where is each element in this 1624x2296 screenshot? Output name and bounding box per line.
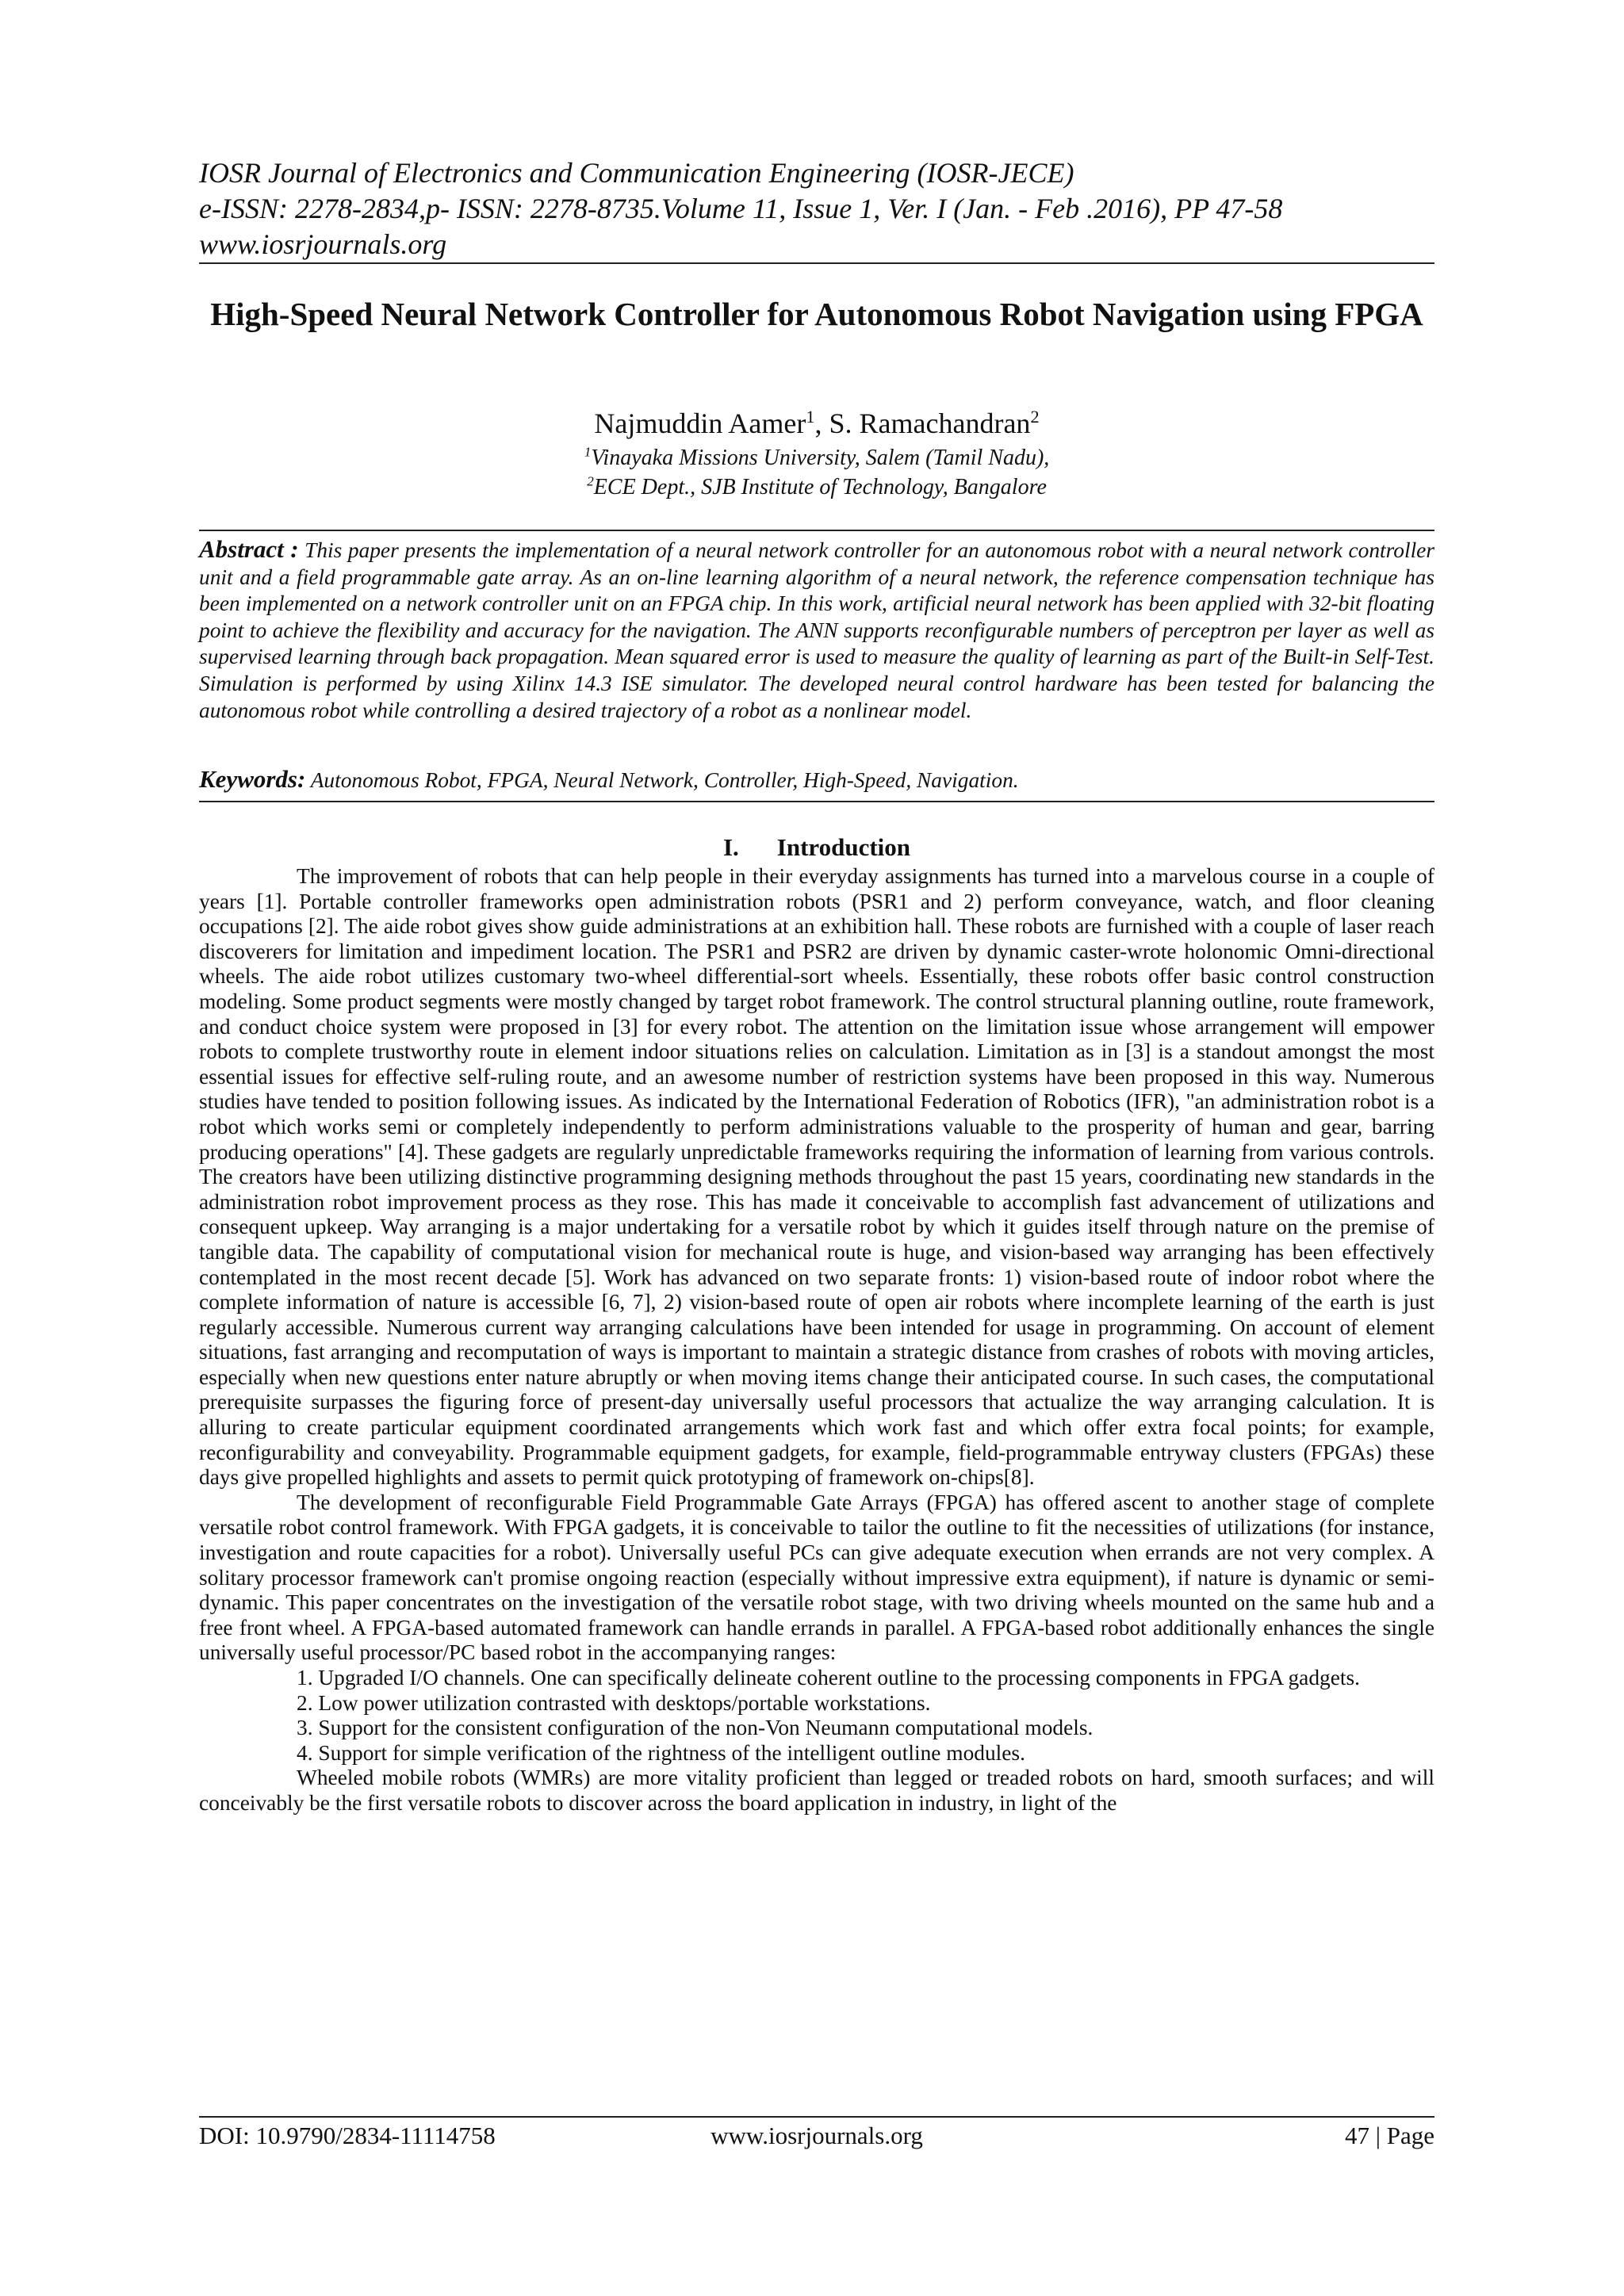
keywords-text: Autonomous Robot, FPGA, Neural Network, Controller, High-Speed, Navigation. bbox=[310, 768, 1019, 792]
paper-title: High-Speed Neural Network Controller for Autonomous Robot Navigation using FPGA bbox=[210, 296, 1423, 332]
journal-website: www.iosrjournals.org bbox=[199, 228, 447, 260]
abstract-label: Abstract : bbox=[199, 535, 299, 563]
keywords bbox=[199, 766, 1434, 794]
abstract bbox=[199, 536, 1434, 724]
paragraph: The improvement of robots that can help people in their everyday assignments has turned into a marvelous course in a couple of years [1]. Portable controller frameworks open administration robots (PSR1 and 2) perform conveyance, watch, and floor cleaning occupations [2]. The aide robot gives show guide administrations at an exhibition hall. These robots are furnished with a couple of laser reach discoverers for limitation and impediment location. The PSR1 and PSR2 are driven by dynamic caster-wrote holonomic Omni-directional wheels. The aide robot utilizes customary two-wheel differential-sort wheels. Essentially, these robots offer basic control construction modeling. Some product segments were mostly changed by target robot framework. The control structural planning outline, route framework, and conduct choice system were proposed in [3] for every robot. The attention on the limitation issue whose arrangement will empower robots to complete trustworthy route in element indoor situations relies on calculation. Limitation as in [3] is a standout amongst the most essential issues for effective self-ruling route, and an awesome number of restriction systems have been proposed in this way. Numerous studies have tended to position following issues. As indicated by the International Federation of Robotics (IFR), "an administration robot is a robot which works semi or completely independently to perform administrations valuable to the prosperity of human and gear, barring producing operations" [4]. These gadgets are regularly unpredictable frameworks requiring the information of learning from various controls. The creators have been utilizing distinctive programming designing methods throughout the past 15 years, coordinating new standards in the administration robot improvement process as they rose. This has made it conceivable to accomplish fast advancement of utilizations and consequent upkeep. Way arranging is a major undertaking for a versatile robot by which it guides itself through nature on the premise of tangible data. The capability of computational vision for mechanical route is huge, and vision-based way arranging has been effectively contemplated in the most recent decade [5]. Work has advanced on two separate fronts: 1) vision-based route of indoor robot where the complete information of nature is accessible [6, 7], 2) vision-based route of open air robots where incomplete learning of the earth is just regularly accessible. Numerous current way arranging calculations have been intended for usage in programming. On account of element situations, fast arranging and recomputation of ways is important to maintain a strategic distance from crashes of robots with moving articles, especially when new questions enter nature abruptly or when moving items change their anticipated course. In such cases, the computational prerequisite surpasses the figuring force of present-day universally useful processors that actualize the way arranging calculation. It is alluring to create particular equipment coordinated arrangements which work fast and which offer extra focal points; for example, reconfigurability and conveyability. Programmable equipment gadgets, for example, field-programmable entryway clusters (FPGAs) these days give propelled highlights and assets to permit quick prototyping of framework on-chips[8]. bbox=[199, 864, 1434, 1490]
abstract-text: This paper presents the implementation of a neural network controller for an autonomous robot with a neural network controller unit and a field programmable gate array. As an on-line learning algorithm of a neural network, the reference compensation technique has been implemented on a network controller unit on an FPGA chip. In this work, artificial neural network has been applied with 32-bit floating point to achieve the flexibility and accuracy for the navigation. The ANN supports reconfigurable numbers of perceptron per layer as well as supervised learning through back propagation. Mean squared error is used to measure the quality of learning as part of the Built-in Self-Test. Simulation is performed by using Xilinx 14.3 ISE simulator. The developed neural control hardware has been tested for balancing the autonomous robot while controlling a desired trajectory of a robot as a nonlinear model. bbox=[199, 538, 1434, 722]
section-heading bbox=[199, 832, 1434, 863]
footer-website: www.iosrjournals.org bbox=[710, 2122, 923, 2149]
author-line bbox=[199, 406, 1434, 441]
list-item: 2. Low power utilization contrasted with desktops/portable workstations. bbox=[297, 1690, 931, 1715]
footer-rule bbox=[199, 2116, 1434, 2118]
keywords-label: Keywords: bbox=[199, 765, 306, 793]
footer-doi: DOI: 10.9790/2834-11114758 bbox=[199, 2122, 496, 2149]
affiliation bbox=[199, 444, 1434, 473]
abstract-top-rule bbox=[199, 530, 1434, 531]
affiliation-superscript: 1 bbox=[584, 444, 592, 460]
journal-header bbox=[199, 155, 1434, 262]
author-superscript: 2 bbox=[1030, 407, 1040, 427]
affiliation-text: Vinayaka Missions University, Salem (Tamil Nadu), bbox=[591, 446, 1050, 470]
issn-line: e-ISSN: 2278-2834,p- ISSN: 2278-8735.Volume 11, Issue 1, Ver. I (Jan. - Feb .2016), PP 47-58 bbox=[199, 193, 1283, 224]
abstract-bottom-rule bbox=[199, 801, 1434, 802]
author-superscript: 1 bbox=[806, 407, 815, 427]
page-footer bbox=[199, 2120, 1434, 2152]
paragraph: Wheeled mobile robots (WMRs) are more vitality proficient than legged or treaded robots on hard, smooth surfaces; and will conceivably be the first versatile robots to discover across the board application in industry, in light of the bbox=[199, 1766, 1434, 1815]
list-item: 4. Support for simple verification of the rightness of the intelligent outline modules. bbox=[297, 1740, 1025, 1765]
list-item: 1. Upgraded I/O channels. One can specifically delineate coherent outline to the processing components in FPGA gadgets. bbox=[297, 1666, 1361, 1689]
journal-name: IOSR Journal of Electronics and Communication Engineering (IOSR-JECE) bbox=[199, 157, 1074, 189]
section-title: Introduction bbox=[776, 833, 911, 861]
section-number: I. bbox=[722, 833, 739, 861]
author-separator: , bbox=[814, 408, 829, 439]
header-rule bbox=[199, 262, 1434, 264]
affiliation bbox=[199, 473, 1434, 502]
body-text bbox=[199, 864, 1434, 1816]
author-name: Najmuddin Aamer bbox=[594, 408, 806, 439]
affiliation-superscript: 2 bbox=[587, 473, 594, 489]
affiliation-text: ECE Dept., SJB Institute of Technology, Bangalore bbox=[593, 475, 1047, 499]
author-name: S. Ramachandran bbox=[829, 408, 1031, 439]
paragraph: The development of reconfigurable Field Programmable Gate Arrays (FPGA) has offered ascent to another stage of complete versatile robot control framework. With FPGA gadgets, it is conceivable to tailor the outline to fit the necessities of utilizations (for instance, investigation and route capacities for a robot). Universally useful PCs can give adequate execution when errands are not very complex. A solitary processor framework can't promise ongoing reaction (especially without impressive extra equipment), if nature is dynamic or semi-dynamic. This paper concentrates on the investigation of the versatile robot stage, with two driving wheels mounted on the same hub and a free front wheel. A FPGA-based automated framework can handle errands in parallel. A FPGA-based robot additionally enhances the single universally useful processor/PC based robot in the accompanying ranges: bbox=[199, 1490, 1434, 1665]
list-item: 3. Support for the consistent configuration of the non-Von Neumann computational models. bbox=[297, 1716, 1094, 1740]
footer-page-number: 47 | Page bbox=[1345, 2122, 1434, 2149]
